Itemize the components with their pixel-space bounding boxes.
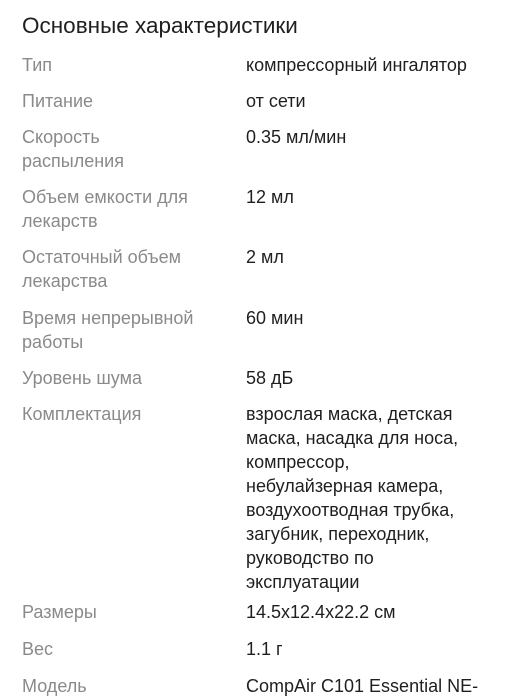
spec-label: Объем емкости для лекарств: [22, 187, 188, 231]
spec-label: Вес: [22, 639, 54, 659]
spec-label: Уровень шума: [22, 368, 142, 388]
spec-value: CompAir C101 Essential NE-: [246, 676, 479, 696]
spec-label: Время непрерывной работы: [22, 308, 194, 352]
spec-label: Остаточный объем лекарства: [22, 247, 181, 291]
spec-value: 60 мин: [246, 308, 304, 328]
section-title: Основные характеристики: [22, 13, 298, 38]
spec-label: Комплектация: [22, 404, 142, 424]
spec-label: Модель: [22, 676, 87, 696]
spec-value: компрессорный ингалятор: [246, 55, 467, 75]
spec-value: взрослая маска, детская маска, насадка для носа, компрессор, небулайзерная камера, воздухоотводная трубка, загубник, переходник, руководство по эксплуатации: [246, 404, 459, 592]
spec-label: Питание: [22, 91, 94, 111]
spec-value: 0.35 мл/мин: [246, 127, 347, 147]
spec-value: 2 мл: [246, 247, 284, 267]
spec-label: Размеры: [22, 602, 97, 622]
spec-label: Скорость распыления: [22, 127, 124, 171]
spec-value: 1.1 г: [246, 639, 283, 659]
spec-value: от сети: [246, 91, 306, 111]
spec-label: Тип: [22, 55, 53, 75]
spec-value: 12 мл: [246, 187, 294, 207]
spec-value: 14.5x12.4x22.2 см: [246, 602, 396, 622]
spec-value: 58 дБ: [246, 368, 294, 388]
